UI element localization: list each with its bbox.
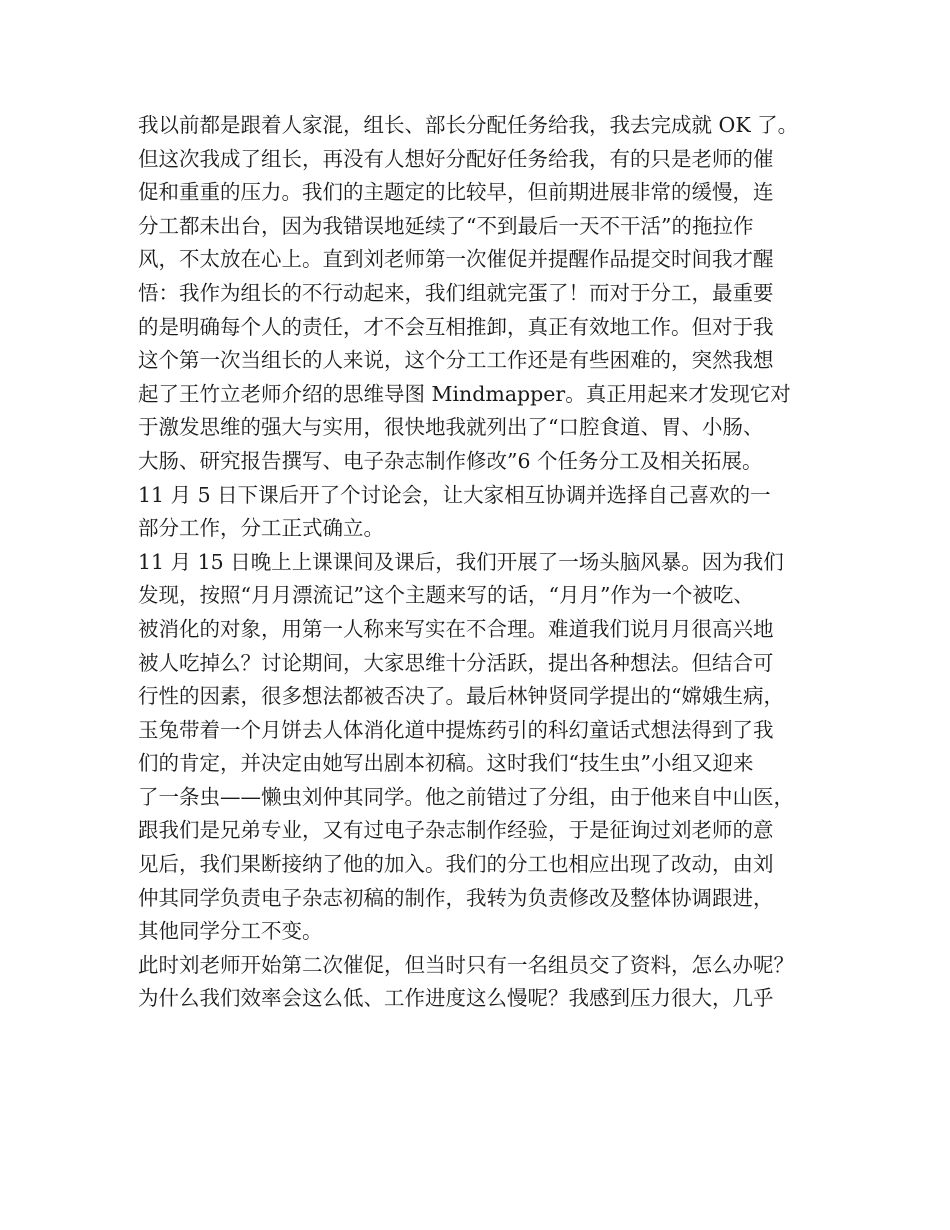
text-line: 行性的因素，很多想法都被否决了。最后林钟贤同学提出的“嫦娥生病， [138,684,784,709]
text-line: 仲其同学负责电子杂志初稿的制作，我转为负责修改及整体协调跟进， [138,885,774,910]
text-line: 分工都未出台，因为我错误地延续了“不到最后一天不干活”的拖拉作 [138,213,754,238]
text-line: 这个第一次当组长的人来说，这个分工工作还是有些困难的，突然我想 [138,348,774,373]
text-line: 悟：我作为组长的不行动起来，我们组就完蛋了！而对于分工，最重要 [138,280,774,305]
text-line: 跟我们是兄弟专业，又有过电子杂志制作经验，于是征询过刘老师的意 [138,818,774,843]
text-line: 们的肯定，并决定由她写出剧本初稿。这时我们“技生虫”小组又迎来 [138,751,754,776]
text-line: 为什么我们效率会这么低、工作进度这么慢呢？我感到压力很大，几乎 [138,986,774,1011]
text-line: 玉兔带着一个月饼去人体消化道中提炼药引的科幻童话式想法得到了我 [138,717,774,742]
text-line: 被人吃掉么？讨论期间，大家思维十分活跃，提出各种想法。但结合可 [138,650,774,675]
text-line: 风，不太放在心上。直到刘老师第一次催促并提醒作品提交时间我才醒 [138,247,774,272]
text-line: 部分工作，分工正式确立。 [138,516,384,541]
text-line: 我以前都是跟着人家混，组长、部长分配任务给我，我去完成就 OK 了。 [138,113,799,137]
text-line: 促和重重的压力。我们的主题定的比较早，但前期进展非常的缓慢，连 [138,180,774,205]
text-line: 其他同学分工不变。 [138,919,323,944]
text-line: 起了王竹立老师介绍的思维导图 Mindmapper。真正用起来才发现它对 [138,381,791,406]
text-line: 11 月 5 日下课后开了个讨论会，让大家相互协调并选择自己喜欢的一 [138,482,771,507]
text-line: 大肠、研究报告撰写、电子杂志制作修改”6 个任务分工及相关拓展。 [138,448,763,473]
text-line: 但这次我成了组长，再没有人想好分配好任务给我，有的只是老师的催 [138,146,774,171]
text-line: 见后，我们果断接纳了他的加入。我们的分工也相应出现了改动，由刘 [138,852,774,877]
text-line: 了一条虫——懒虫刘仲其同学。他之前错过了分组，由于他来自中山医， [138,784,794,809]
text-line: 发现，按照“月月漂流记”这个主题来写的话，“月月”作为一个被吃、 [138,583,754,608]
text-line: 被消化的对象，用第一人称来写实在不合理。难道我们说月月很高兴地 [138,616,774,641]
text-line: 此时刘老师开始第二次催促，但当时只有一名组员交了资料，怎么办呢？ [138,952,794,977]
text-line: 11 月 15 日晚上上课课间及课后，我们开展了一场头脑风暴。因为我们 [138,549,784,574]
text-line: 的是明确每个人的责任，才不会互相推卸，真正有效地工作。但对于我 [138,314,774,339]
text-line: 于激发思维的强大与实用，很快地我就列出了“口腔食道、胃、小肠、 [138,415,764,440]
body-text [138,109,818,1016]
